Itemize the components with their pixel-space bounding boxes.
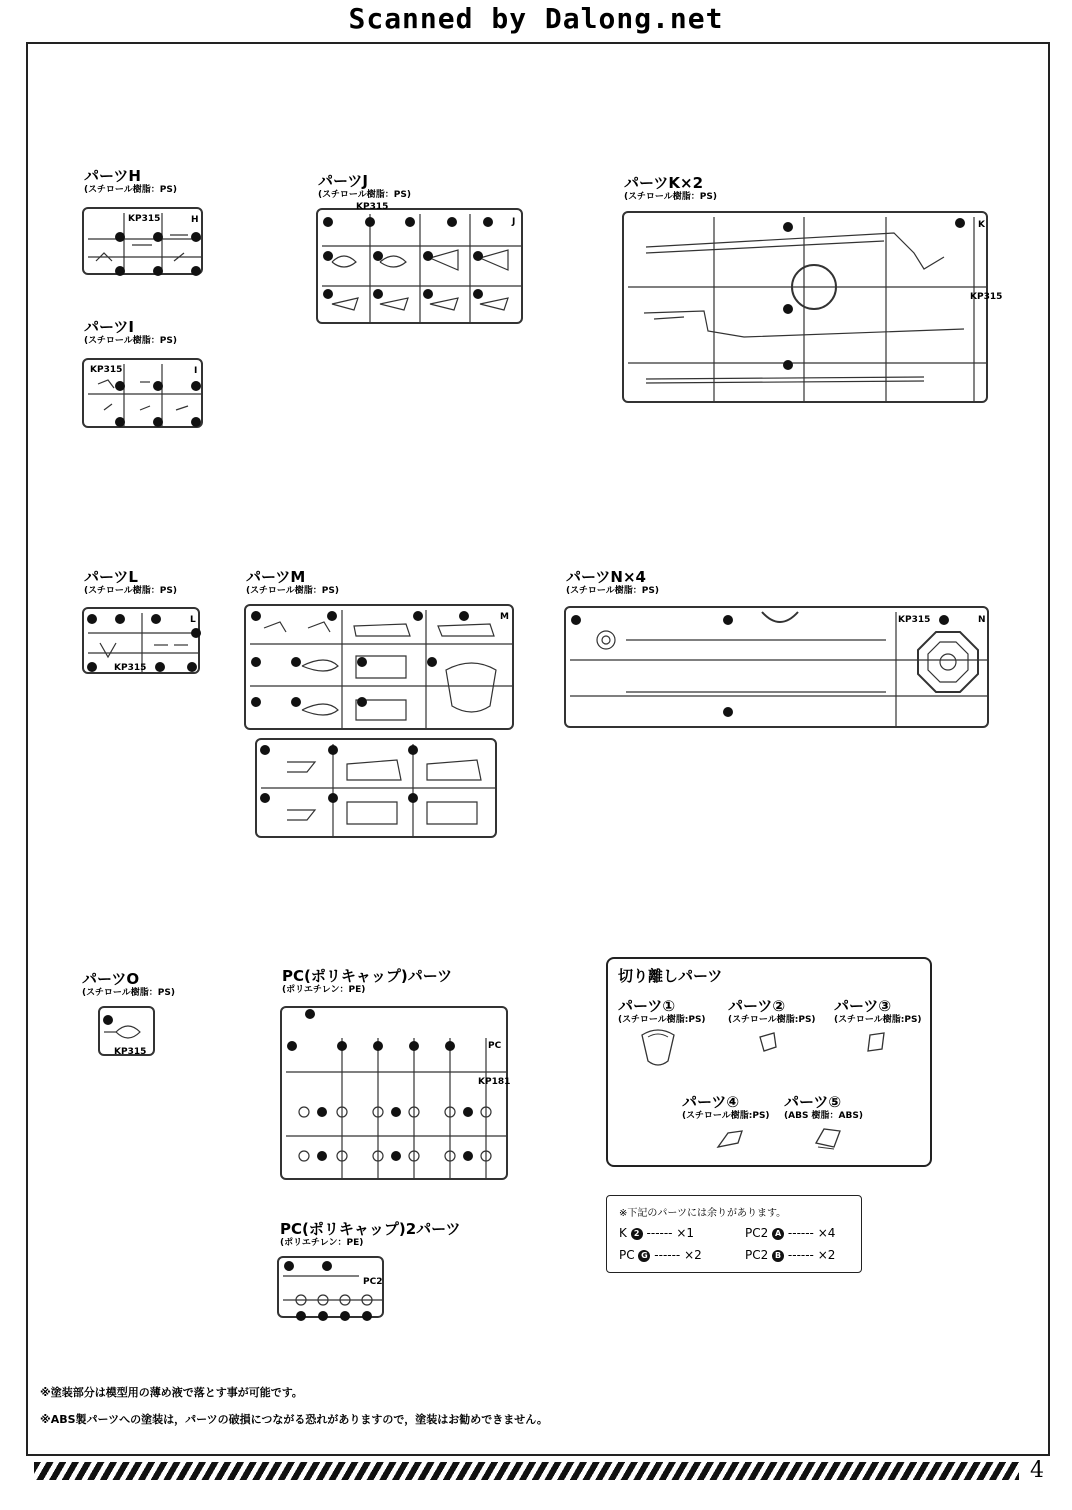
spare-item-4-mark: B bbox=[772, 1250, 784, 1262]
runner-n-code: KP315 bbox=[898, 615, 931, 625]
runner-i-material: (スチロール樹脂：PS) bbox=[84, 336, 177, 346]
runner-i-letter: I bbox=[194, 366, 198, 376]
show-through-text bbox=[40, 95, 1020, 140]
runner-pc-code: KP181 bbox=[478, 1077, 511, 1087]
cutoff-part-1-material: (スチロール樹脂:PS) bbox=[618, 1015, 706, 1025]
cutoff-part-3-material: (スチロール樹脂:PS) bbox=[834, 1015, 922, 1025]
runner-pc2 bbox=[277, 1256, 384, 1318]
spare-item-3-mark: G bbox=[638, 1250, 650, 1262]
runner-o-diagram bbox=[100, 1008, 157, 1058]
note-2: ※ABS製パーツへの塗装は，パーツの破損につながる恐れがありますので，塗装はお勧めできません。 bbox=[40, 1413, 548, 1426]
spare-item-4 bbox=[745, 1248, 835, 1262]
spare-item-3-qty: ×2 bbox=[684, 1248, 702, 1262]
runner-pc2-letter: PC2 bbox=[363, 1277, 383, 1287]
runner-o-code: KP315 bbox=[114, 1047, 147, 1057]
note-1: ※塗装部分は模型用の薄め液で落とす事が可能です。 bbox=[40, 1386, 303, 1399]
runner-k bbox=[622, 211, 1003, 403]
runner-o-material: (スチロール樹脂：PS) bbox=[82, 988, 175, 998]
runner-m-lower-diagram bbox=[257, 740, 499, 840]
runner-n bbox=[564, 606, 989, 728]
cutoff-part-2-drawing bbox=[756, 1031, 780, 1055]
runner-o-title: パーツO bbox=[82, 970, 140, 988]
spare-item-2-dashes: ------ bbox=[787, 1226, 814, 1240]
page-number: 4 bbox=[1030, 1458, 1044, 1483]
runner-k-title: パーツK×2 bbox=[624, 174, 704, 192]
runner-pc-material: (ポリエチレン：PE) bbox=[282, 985, 366, 995]
runner-h-letter: H bbox=[191, 215, 199, 225]
spare-item-3 bbox=[619, 1248, 702, 1262]
spare-item-1-dashes: ------ bbox=[646, 1226, 673, 1240]
runner-l-code: KP315 bbox=[114, 663, 147, 673]
runner-k-diagram bbox=[624, 213, 1003, 405]
spare-item-3-dashes: ------ bbox=[654, 1248, 681, 1262]
spare-item-2 bbox=[745, 1226, 835, 1240]
runner-h bbox=[82, 207, 203, 275]
runner-n-letter: N bbox=[978, 615, 986, 625]
cutoff-part-4-drawing bbox=[714, 1127, 748, 1153]
runner-j-letter: J bbox=[512, 217, 516, 227]
cutoff-part-1-name: パーツ① bbox=[618, 997, 676, 1015]
runner-pc2-diagram bbox=[279, 1258, 386, 1320]
cutoff-part-5-name: パーツ⑤ bbox=[784, 1093, 842, 1111]
spare-parts-box bbox=[606, 1195, 862, 1273]
runner-h-diagram bbox=[84, 209, 205, 277]
runner-h-title: パーツH bbox=[84, 167, 141, 185]
cutoff-part-3-drawing bbox=[864, 1031, 888, 1055]
runner-m bbox=[244, 604, 514, 730]
runner-i-title: パーツI bbox=[84, 318, 134, 336]
runner-h-material: (スチロール樹脂：PS) bbox=[84, 185, 177, 195]
runner-m-letter: M bbox=[500, 612, 509, 622]
spare-item-2-mark: A bbox=[772, 1228, 784, 1240]
runner-pc-letter: PC bbox=[488, 1041, 502, 1051]
runner-n-diagram bbox=[566, 608, 991, 730]
runner-j bbox=[316, 202, 523, 324]
spare-item-1-qty: ×1 bbox=[676, 1226, 695, 1240]
cutoff-parts-box bbox=[606, 957, 932, 1167]
spare-item-2-qty: ×4 bbox=[817, 1226, 836, 1240]
spare-item-1-mark: 2 bbox=[631, 1228, 643, 1240]
runner-l-diagram bbox=[84, 609, 202, 676]
runner-l bbox=[82, 607, 200, 674]
runner-i-diagram bbox=[84, 360, 205, 430]
cutoff-part-2-material: (スチロール樹脂:PS) bbox=[728, 1015, 816, 1025]
runner-o bbox=[98, 1006, 155, 1056]
cutoff-title: 切り離しパーツ bbox=[618, 967, 723, 985]
runner-n-title: パーツN×4 bbox=[566, 568, 646, 586]
runner-pc2-title: PC(ポリキャップ)2パーツ bbox=[280, 1220, 461, 1238]
spare-item-1-part: K bbox=[619, 1226, 627, 1240]
spare-item-2-part: PC2 bbox=[745, 1226, 769, 1240]
runner-pc bbox=[280, 1006, 511, 1180]
runner-k-material: (スチロール樹脂：PS) bbox=[624, 192, 717, 202]
cutoff-part-5-material: (ABS 樹脂：ABS) bbox=[784, 1111, 863, 1121]
spare-item-4-qty: ×2 bbox=[817, 1248, 836, 1262]
runner-j-code: KP315 bbox=[356, 202, 389, 212]
spare-header: ※下記のパーツには余りがあります。 bbox=[619, 1208, 787, 1219]
runner-i-code: KP315 bbox=[90, 365, 123, 375]
runner-k-code: KP315 bbox=[970, 292, 1003, 302]
footer-stripes bbox=[34, 1462, 1019, 1480]
runner-pc2-material: (ポリエチレン：PE) bbox=[280, 1238, 364, 1248]
runner-m-material: (スチロール樹脂：PS) bbox=[246, 586, 339, 596]
runner-j-diagram bbox=[318, 202, 525, 326]
runner-n-material: (スチロール樹脂：PS) bbox=[566, 586, 659, 596]
runner-l-material: (スチロール樹脂：PS) bbox=[84, 586, 177, 596]
runner-pc-title: PC(ポリキャップ)パーツ bbox=[282, 967, 453, 985]
cutoff-part-4-material: (スチロール樹脂:PS) bbox=[682, 1111, 770, 1121]
cutoff-part-4-name: パーツ④ bbox=[682, 1093, 740, 1111]
spare-item-3-part: PC bbox=[619, 1248, 635, 1262]
spare-item-1 bbox=[619, 1226, 694, 1240]
runner-l-letter: L bbox=[190, 615, 196, 625]
runner-pc-diagram bbox=[282, 1008, 510, 1182]
watermark: Scanned by Dalong.net bbox=[348, 2, 724, 35]
runner-m-diagram bbox=[246, 606, 516, 732]
runner-k-letter: K bbox=[978, 220, 985, 230]
runner-l-title: パーツL bbox=[84, 568, 138, 586]
runner-m-lower bbox=[255, 738, 497, 838]
cutoff-part-5-drawing bbox=[812, 1125, 844, 1153]
cutoff-part-3-name: パーツ③ bbox=[834, 997, 892, 1015]
cutoff-part-2-name: パーツ② bbox=[728, 997, 786, 1015]
runner-j-title: パーツJ bbox=[318, 172, 368, 190]
runner-h-code: KP315 bbox=[128, 214, 161, 224]
spare-item-4-part: PC2 bbox=[745, 1248, 769, 1262]
runner-i bbox=[82, 358, 203, 428]
runner-j-material: (スチロール樹脂：PS) bbox=[318, 190, 411, 200]
spare-item-4-dashes: ------ bbox=[787, 1248, 814, 1262]
runner-m-title: パーツM bbox=[246, 568, 306, 586]
cutoff-part-1-drawing bbox=[638, 1027, 678, 1071]
